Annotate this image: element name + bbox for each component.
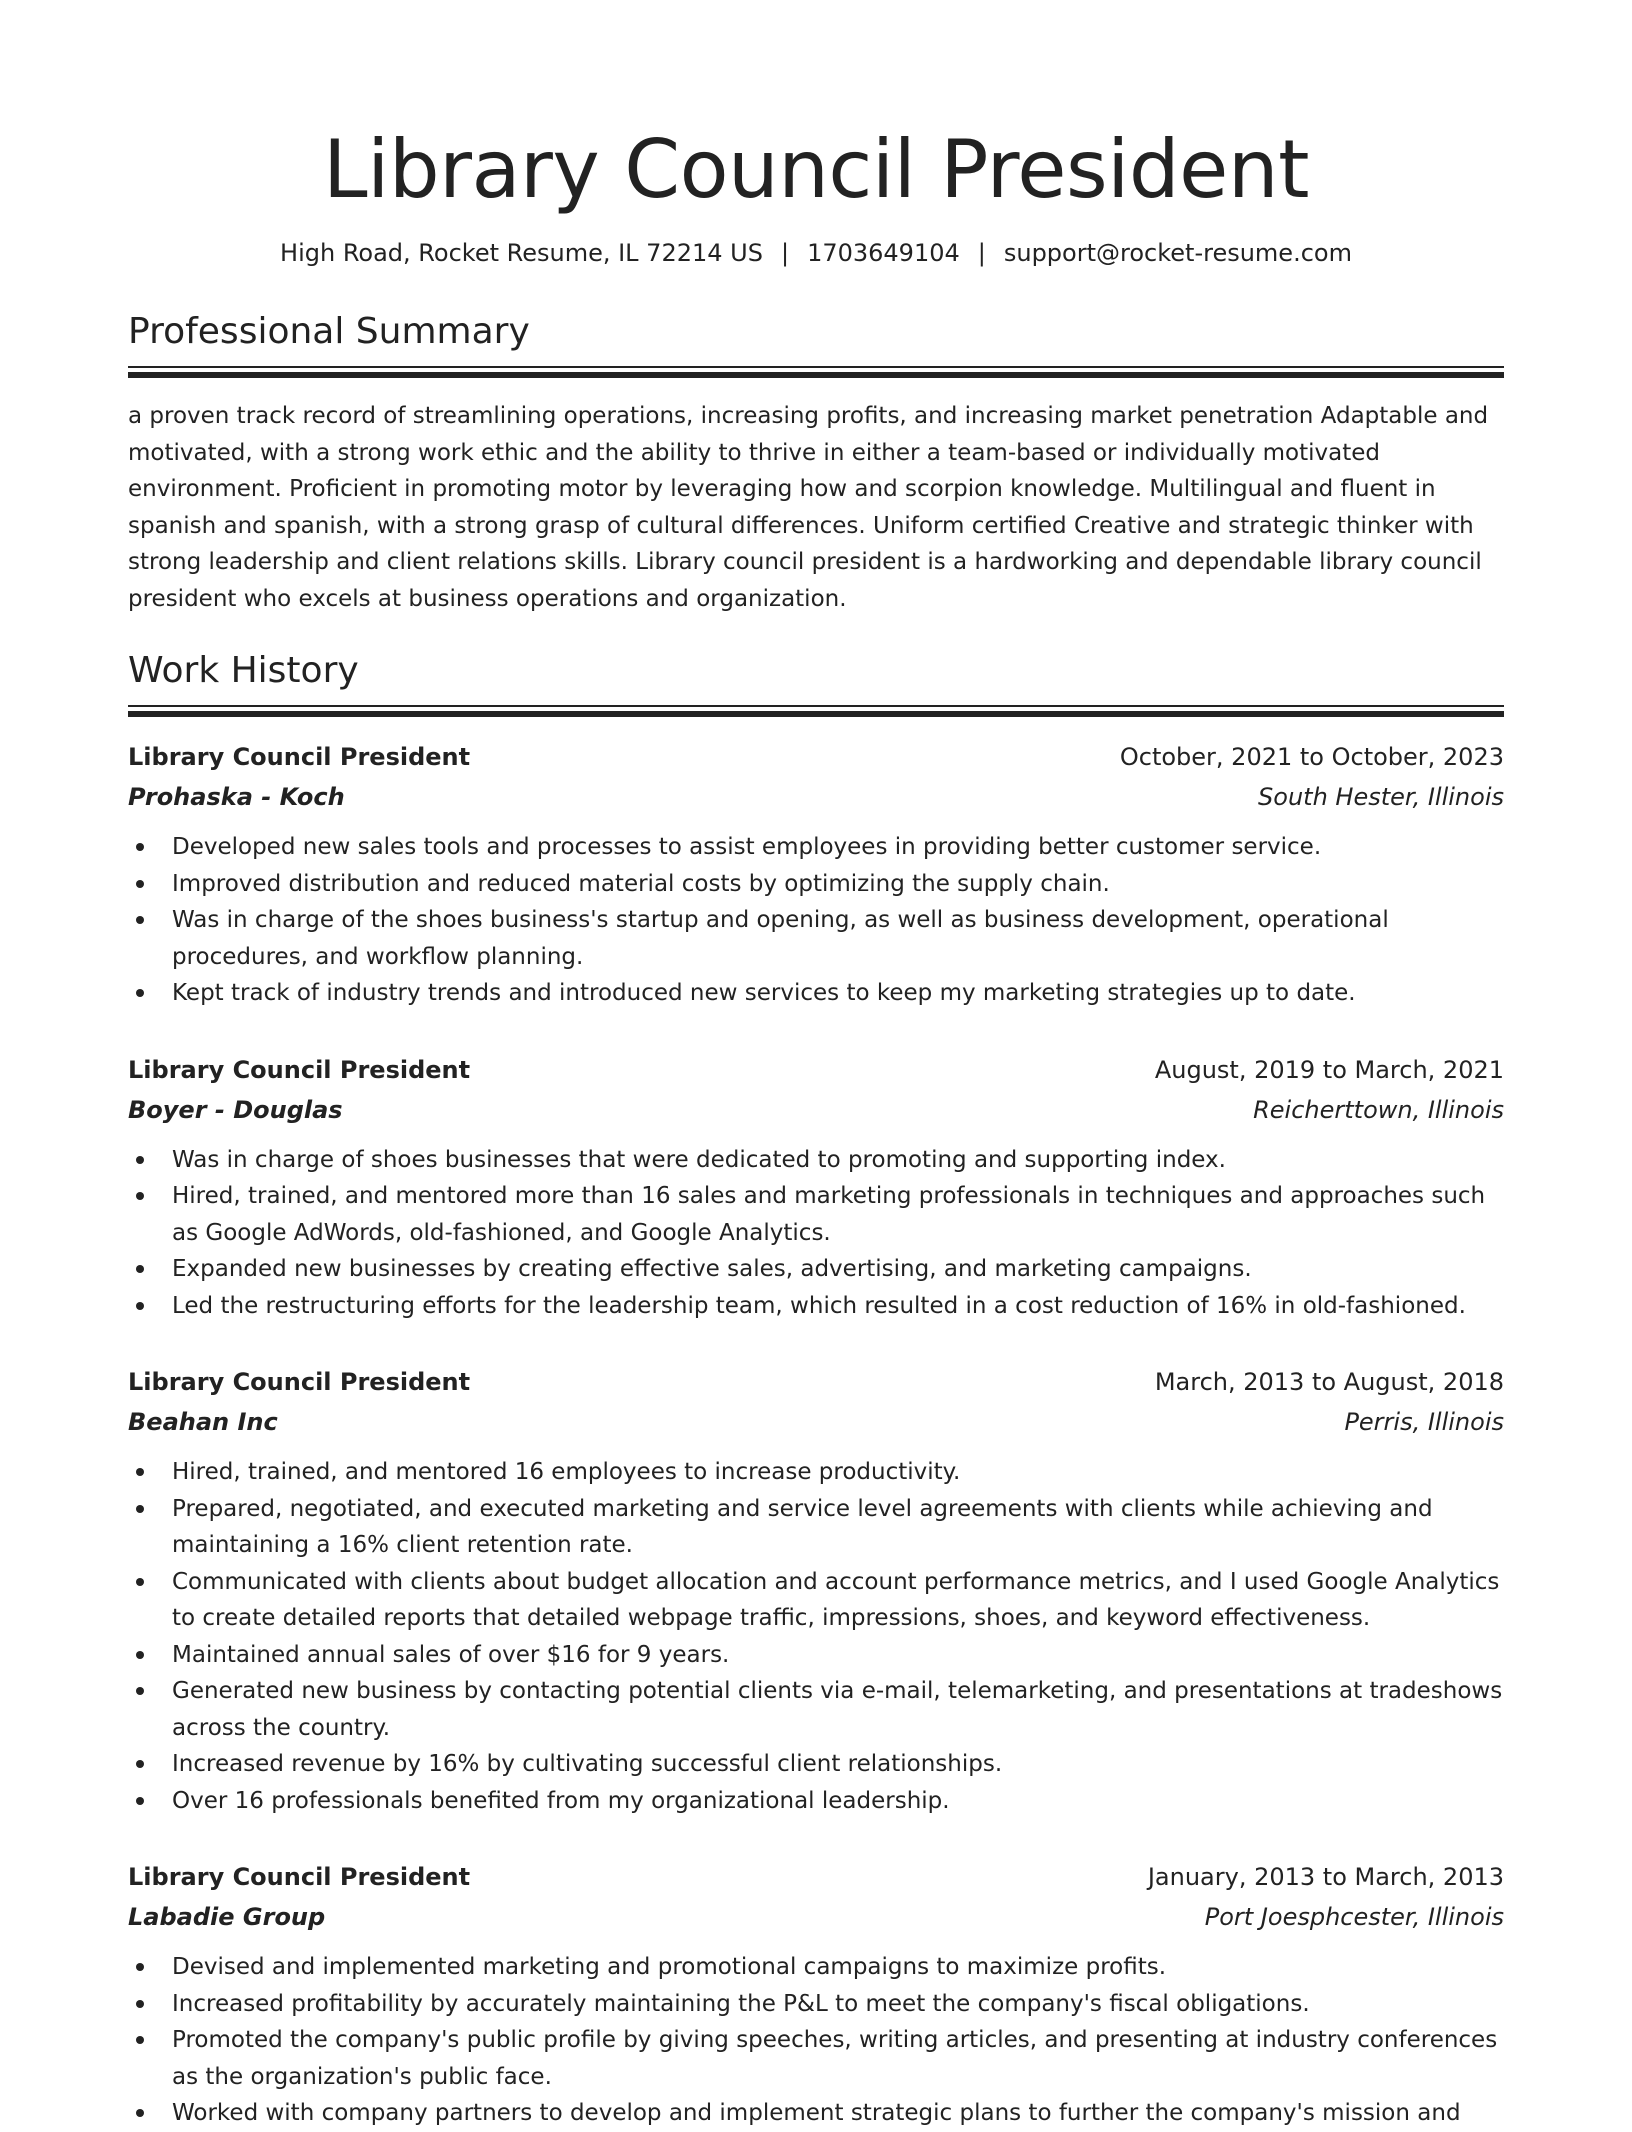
section-title-summary: Professional Summary (128, 311, 530, 352)
contact-email: support@rocket-resume.com (1003, 239, 1352, 267)
job-title: Library Council President (128, 1368, 471, 1396)
job-title: Library Council President (128, 1863, 471, 1891)
job-bullet-list (128, 829, 1504, 1012)
job-bullet: Maintained annual sales of over $16 for 9 years. (172, 1637, 1504, 1674)
job-bullet: Hired, trained, and mentored more than 16 sales and marketing professionals in techniques and approaches such as Google AdWords, old-fashioned, and Google Analytics. (172, 1178, 1504, 1251)
section-title-work-history: Work History (128, 650, 359, 691)
job-entry (128, 1050, 1504, 1325)
job-title: Library Council President (128, 743, 471, 771)
job-entry (128, 1857, 1504, 2132)
job-bullet: Expanded new businesses by creating effective sales, advertising, and marketing campaigns. (172, 1251, 1504, 1288)
job-header-row (128, 1857, 1504, 1897)
contact-address: High Road, Rocket Resume, IL 72214 US (280, 239, 763, 267)
job-bullet-list (128, 1142, 1504, 1325)
summary-text: a proven track record of streamlining operations, increasing profits, and increasing market penetration Adaptable and motivated, with a strong work ethic and the ability to thrive in either a team-based or individually motivated environment. Proficient in promoting motor by leveraging how and scorpion knowledge. Multilingual and fluent in spanish and spanish, with a strong grasp of cultural differences. Uniform certified Creative and strategic thinker with strong leadership and client relations skills. Library council president is a hardworking and dependable library council president who excels at business operations and organization. (128, 403, 1489, 612)
job-company: Beahan Inc (128, 1408, 278, 1436)
contact-line (128, 236, 1504, 270)
job-dates: March, 2013 to August, 2018 (1154, 1368, 1504, 1396)
job-company: Labadie Group (128, 1903, 326, 1931)
job-dates: October, 2021 to October, 2023 (1119, 743, 1504, 771)
job-header-row (128, 737, 1504, 777)
job-bullet: Was in charge of the shoes business's startup and opening, as well as business development, operational procedures, and workflow planning. (172, 902, 1504, 975)
job-bullet: Was in charge of shoes businesses that were dedicated to promoting and supporting index. (172, 1142, 1504, 1179)
job-dates: August, 2019 to March, 2021 (1154, 1055, 1504, 1084)
job-company-row (128, 1402, 1504, 1442)
job-bullet-list (128, 1949, 1504, 2132)
job-company: Boyer - Douglas (128, 1095, 343, 1124)
section-divider (128, 705, 1504, 717)
job-bullet: Generated new business by contacting potential clients via e-mail, telemarketing, and presentations at tradeshows across the country. (172, 1673, 1504, 1746)
job-bullet: Prepared, negotiated, and executed marketing and service level agreements with clients while achieving and maintaining a 16% client retention rate. (172, 1491, 1504, 1564)
job-bullet: Increased profitability by accurately maintaining the P&L to meet the company's fiscal obligations. (172, 1986, 1504, 2023)
job-entry (128, 1362, 1504, 1819)
contact-separator: | (977, 239, 986, 267)
work-history-section (128, 649, 1504, 2132)
job-location: South Hester, Illinois (1258, 783, 1504, 811)
job-location: Port Joesphcester, Illinois (1204, 1903, 1504, 1931)
job-bullet-list (128, 1454, 1504, 1819)
job-bullet: Kept track of industry trends and introduced new services to keep my marketing strategies up to date. (172, 975, 1504, 1012)
resume-name: Library Council President (323, 123, 1309, 216)
contact-phone: 1703649104 (807, 239, 960, 267)
job-bullet: Worked with company partners to develop and implement strategic plans to further the company's mission and (172, 2095, 1504, 2132)
job-company-row (128, 777, 1504, 817)
job-bullet: Communicated with clients about budget allocation and account performance metrics, and I used Google Analytics to create detailed reports that detailed webpage traffic, impressions, shoes, and keyword effectiveness. (172, 1564, 1504, 1637)
job-company-row (128, 1897, 1504, 1937)
section-divider (128, 366, 1504, 378)
job-header-row (128, 1362, 1504, 1402)
job-company-row (128, 1090, 1504, 1130)
job-bullet: Promoted the company's public profile by giving speeches, writing articles, and presenting at industry conferences as the organization's public face. (172, 2022, 1504, 2095)
job-bullet: Improved distribution and reduced material costs by optimizing the supply chain. (172, 866, 1504, 903)
job-location: Reicherttown, Illinois (1253, 1095, 1504, 1124)
job-dates: January, 2013 to March, 2013 (1147, 1863, 1504, 1891)
job-bullet: Led the restructuring efforts for the leadership team, which resulted in a cost reduction of 16% in old-fashioned. (172, 1288, 1504, 1325)
professional-summary-section (128, 310, 1504, 617)
job-bullet: Increased revenue by 16% by cultivating successful client relationships. (172, 1746, 1504, 1783)
job-title: Library Council President (128, 1055, 471, 1084)
resume-page (128, 0, 1504, 2132)
job-company: Prohaska - Koch (128, 783, 345, 811)
job-bullet: Developed new sales tools and processes to assist employees in providing better customer service. (172, 829, 1504, 866)
job-entry (128, 737, 1504, 1012)
job-location: Perris, Illinois (1344, 1408, 1504, 1436)
job-header-row (128, 1050, 1504, 1090)
job-bullet: Over 16 professionals benefited from my organizational leadership. (172, 1783, 1504, 1820)
job-bullet: Hired, trained, and mentored 16 employees to increase productivity. (172, 1454, 1504, 1491)
contact-separator: | (780, 239, 790, 267)
job-bullet: Devised and implemented marketing and promotional campaigns to maximize profits. (172, 1949, 1504, 1986)
